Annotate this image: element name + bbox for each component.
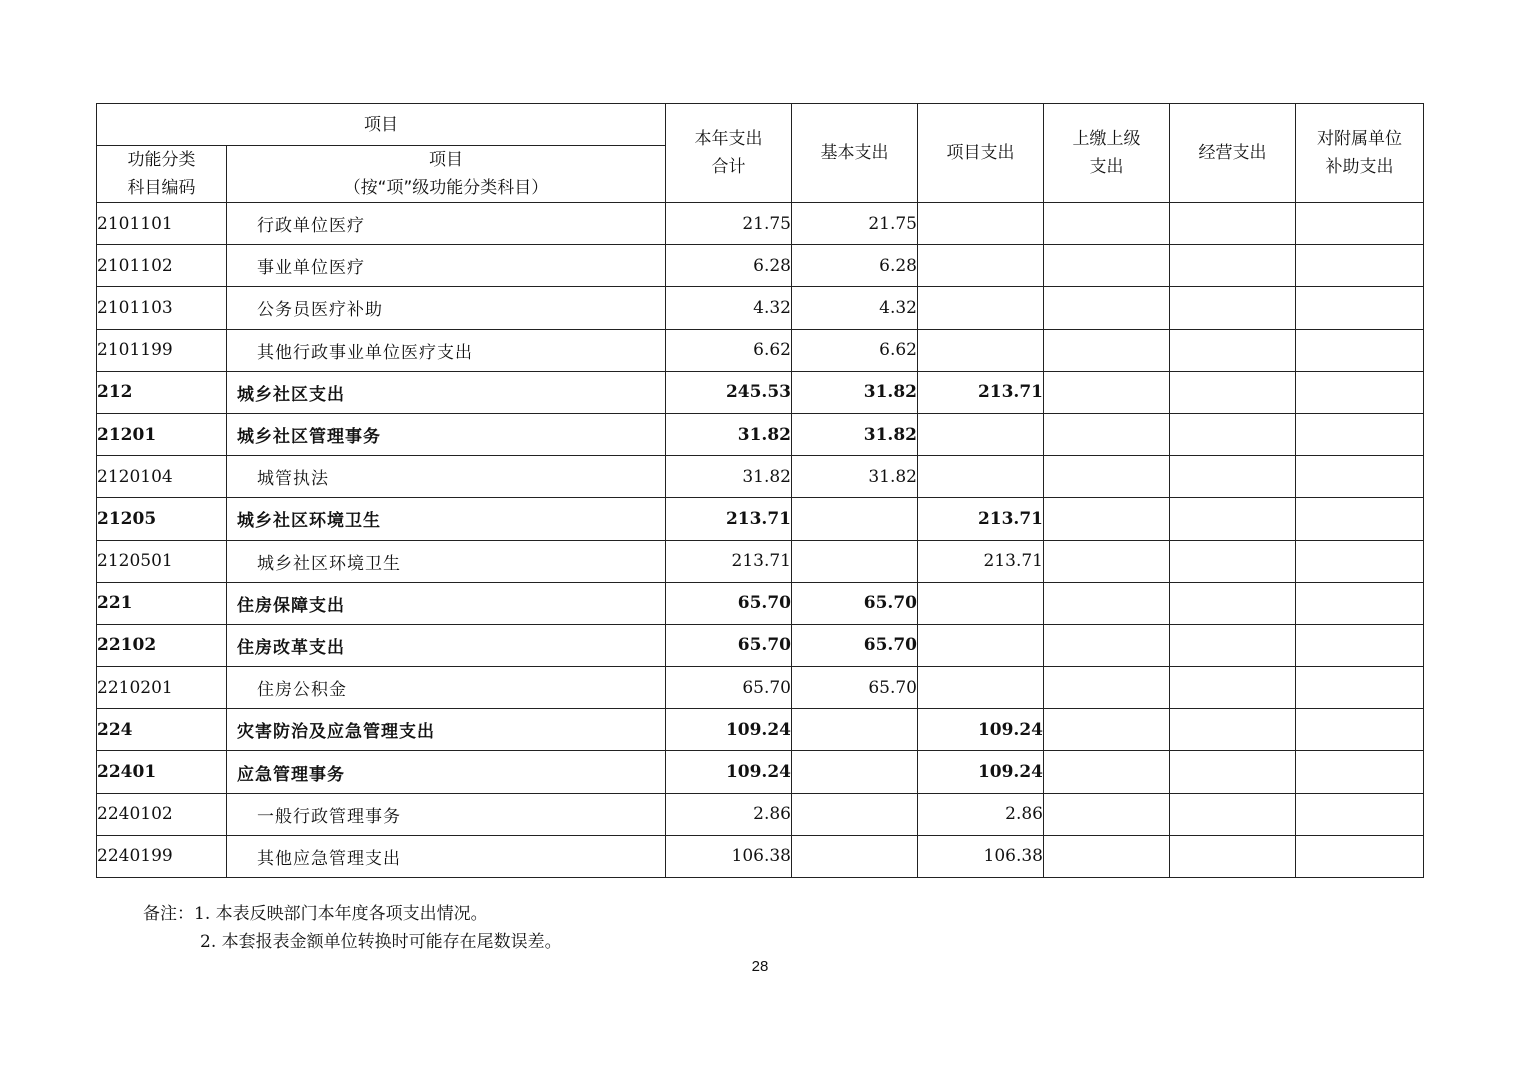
- cell-basic: [792, 540, 918, 582]
- cell-remit: [1044, 540, 1170, 582]
- cell-basic: 65.70: [792, 667, 918, 709]
- cell-name: 住房保障支出: [227, 582, 666, 624]
- cell-business: [1170, 287, 1296, 329]
- cell-subsidy: [1296, 203, 1424, 245]
- cell-remit: [1044, 793, 1170, 835]
- cell-code: 2240102: [97, 793, 227, 835]
- cell-project: [918, 203, 1044, 245]
- cell-code: 21201: [97, 413, 227, 455]
- cell-remit: [1044, 245, 1170, 287]
- cell-name: 城乡社区环境卫生: [227, 498, 666, 540]
- cell-subsidy: [1296, 413, 1424, 455]
- cell-total: 21.75: [666, 203, 792, 245]
- page-number: 28: [751, 958, 769, 975]
- header-total-line1: 本年支出: [694, 129, 763, 149]
- cell-basic: 21.75: [792, 203, 918, 245]
- table-row: [97, 329, 1424, 371]
- header-subsidy: [1296, 104, 1424, 203]
- table-row: [97, 582, 1424, 624]
- cell-project: [918, 245, 1044, 287]
- cell-basic: 6.62: [792, 329, 918, 371]
- cell-project: 213.71: [918, 498, 1044, 540]
- cell-basic: 31.82: [792, 371, 918, 413]
- cell-total: 65.70: [666, 582, 792, 624]
- cell-project: [918, 287, 1044, 329]
- cell-basic: 65.70: [792, 582, 918, 624]
- cell-code: 22102: [97, 624, 227, 666]
- cell-subsidy: [1296, 498, 1424, 540]
- cell-project: 106.38: [918, 835, 1044, 877]
- table-row: [97, 456, 1424, 498]
- cell-project: [918, 456, 1044, 498]
- cell-business: [1170, 582, 1296, 624]
- cell-subsidy: [1296, 245, 1424, 287]
- header-remit: [1044, 104, 1170, 203]
- cell-business: [1170, 413, 1296, 455]
- table-row: [97, 793, 1424, 835]
- cell-subsidy: [1296, 371, 1424, 413]
- header-total: [666, 104, 792, 203]
- cell-subsidy: [1296, 751, 1424, 793]
- cell-total: 109.24: [666, 751, 792, 793]
- cell-code: 2120104: [97, 456, 227, 498]
- cell-business: [1170, 667, 1296, 709]
- cell-name: 城乡社区支出: [227, 371, 666, 413]
- cell-total: 213.71: [666, 498, 792, 540]
- table-row: [97, 413, 1424, 455]
- cell-basic: 65.70: [792, 624, 918, 666]
- cell-name: 其他行政事业单位医疗支出: [227, 329, 666, 371]
- cell-code: 2101102: [97, 245, 227, 287]
- cell-total: 109.24: [666, 709, 792, 751]
- cell-basic: [792, 835, 918, 877]
- cell-total: 106.38: [666, 835, 792, 877]
- cell-remit: [1044, 624, 1170, 666]
- header-name-line2: （按“项”级功能分类科目）: [343, 178, 549, 198]
- cell-name: 一般行政管理事务: [227, 793, 666, 835]
- table-row: [97, 751, 1424, 793]
- cell-remit: [1044, 709, 1170, 751]
- table-row: [97, 835, 1424, 877]
- cell-remit: [1044, 498, 1170, 540]
- cell-basic: 31.82: [792, 413, 918, 455]
- cell-subsidy: [1296, 793, 1424, 835]
- cell-subsidy: [1296, 667, 1424, 709]
- header-remit-line2: 支出: [1089, 157, 1124, 177]
- cell-business: [1170, 203, 1296, 245]
- note-line-1: 备注：1. 本表反映部门本年度各项支出情况。: [143, 904, 488, 924]
- cell-business: [1170, 793, 1296, 835]
- cell-business: [1170, 456, 1296, 498]
- cell-name: 事业单位医疗: [227, 245, 666, 287]
- cell-subsidy: [1296, 624, 1424, 666]
- cell-name: 其他应急管理支出: [227, 835, 666, 877]
- expenditure-table: [96, 103, 1424, 878]
- header-name-line1: 项目: [429, 150, 463, 170]
- table-row: [97, 540, 1424, 582]
- cell-business: [1170, 709, 1296, 751]
- cell-name: 城乡社区管理事务: [227, 413, 666, 455]
- cell-project: [918, 582, 1044, 624]
- cell-name: 城管执法: [227, 456, 666, 498]
- cell-total: 4.32: [666, 287, 792, 329]
- cell-total: 6.62: [666, 329, 792, 371]
- cell-remit: [1044, 667, 1170, 709]
- cell-total: 245.53: [666, 371, 792, 413]
- cell-total: 6.28: [666, 245, 792, 287]
- cell-code: 22401: [97, 751, 227, 793]
- cell-remit: [1044, 413, 1170, 455]
- table-row: [97, 624, 1424, 666]
- header-subsidy-line2: 补助支出: [1325, 157, 1394, 177]
- cell-total: 31.82: [666, 413, 792, 455]
- cell-project: [918, 667, 1044, 709]
- table-row: [97, 667, 1424, 709]
- cell-subsidy: [1296, 582, 1424, 624]
- table-row: [97, 203, 1424, 245]
- table-row: [97, 498, 1424, 540]
- cell-subsidy: [1296, 329, 1424, 371]
- header-code: [97, 146, 227, 203]
- cell-name: 灾害防治及应急管理支出: [227, 709, 666, 751]
- cell-project: 213.71: [918, 371, 1044, 413]
- cell-code: 221: [97, 582, 227, 624]
- cell-name: 城乡社区环境卫生: [227, 540, 666, 582]
- cell-business: [1170, 498, 1296, 540]
- cell-name: 住房公积金: [227, 667, 666, 709]
- cell-remit: [1044, 287, 1170, 329]
- cell-remit: [1044, 329, 1170, 371]
- cell-total: 65.70: [666, 667, 792, 709]
- header-basic: 基本支出: [792, 104, 918, 203]
- header-business: 经营支出: [1170, 104, 1296, 203]
- cell-code: 2101101: [97, 203, 227, 245]
- cell-business: [1170, 371, 1296, 413]
- cell-total: 65.70: [666, 624, 792, 666]
- cell-basic: 31.82: [792, 456, 918, 498]
- cell-basic: [792, 793, 918, 835]
- cell-remit: [1044, 371, 1170, 413]
- cell-basic: [792, 709, 918, 751]
- cell-code: 2101199: [97, 329, 227, 371]
- cell-basic: [792, 751, 918, 793]
- cell-remit: [1044, 582, 1170, 624]
- cell-code: 2240199: [97, 835, 227, 877]
- cell-code: 212: [97, 371, 227, 413]
- header-code-line2: 科目编码: [127, 178, 196, 198]
- cell-total: 2.86: [666, 793, 792, 835]
- cell-project: 109.24: [918, 709, 1044, 751]
- table-row: [97, 287, 1424, 329]
- cell-project: 2.86: [918, 793, 1044, 835]
- cell-code: 2120501: [97, 540, 227, 582]
- cell-remit: [1044, 751, 1170, 793]
- cell-business: [1170, 540, 1296, 582]
- cell-remit: [1044, 203, 1170, 245]
- table-body: [97, 203, 1424, 878]
- header-code-line1: 功能分类: [127, 150, 196, 170]
- header-total-line2: 合计: [711, 157, 746, 177]
- cell-name: 行政单位医疗: [227, 203, 666, 245]
- notes: [143, 900, 562, 956]
- cell-project: 109.24: [918, 751, 1044, 793]
- cell-subsidy: [1296, 709, 1424, 751]
- cell-name: 住房改革支出: [227, 624, 666, 666]
- cell-total: 31.82: [666, 456, 792, 498]
- cell-code: 21205: [97, 498, 227, 540]
- header-project: 项目支出: [918, 104, 1044, 203]
- cell-name: 公务员医疗补助: [227, 287, 666, 329]
- table-row: [97, 245, 1424, 287]
- cell-subsidy: [1296, 456, 1424, 498]
- cell-total: 213.71: [666, 540, 792, 582]
- cell-subsidy: [1296, 540, 1424, 582]
- cell-code: 2210201: [97, 667, 227, 709]
- header-remit-line1: 上缴上级: [1072, 129, 1141, 149]
- header-name: [227, 146, 666, 203]
- note-line-2: 2. 本套报表金额单位转换时可能存在尾数误差。: [200, 932, 562, 952]
- cell-basic: 6.28: [792, 245, 918, 287]
- table-row: [97, 709, 1424, 751]
- cell-project: [918, 329, 1044, 371]
- cell-project: [918, 413, 1044, 455]
- header-group-label: 项目: [97, 104, 666, 146]
- cell-business: [1170, 835, 1296, 877]
- cell-project: [918, 624, 1044, 666]
- cell-name: 应急管理事务: [227, 751, 666, 793]
- header-subsidy-line1: 对附属单位: [1317, 129, 1402, 149]
- cell-code: 224: [97, 709, 227, 751]
- table-row: [97, 371, 1424, 413]
- cell-project: 213.71: [918, 540, 1044, 582]
- cell-remit: [1044, 456, 1170, 498]
- cell-business: [1170, 751, 1296, 793]
- cell-business: [1170, 329, 1296, 371]
- cell-basic: [792, 498, 918, 540]
- cell-business: [1170, 624, 1296, 666]
- cell-code: 2101103: [97, 287, 227, 329]
- cell-basic: 4.32: [792, 287, 918, 329]
- cell-subsidy: [1296, 287, 1424, 329]
- cell-subsidy: [1296, 835, 1424, 877]
- cell-business: [1170, 245, 1296, 287]
- cell-remit: [1044, 835, 1170, 877]
